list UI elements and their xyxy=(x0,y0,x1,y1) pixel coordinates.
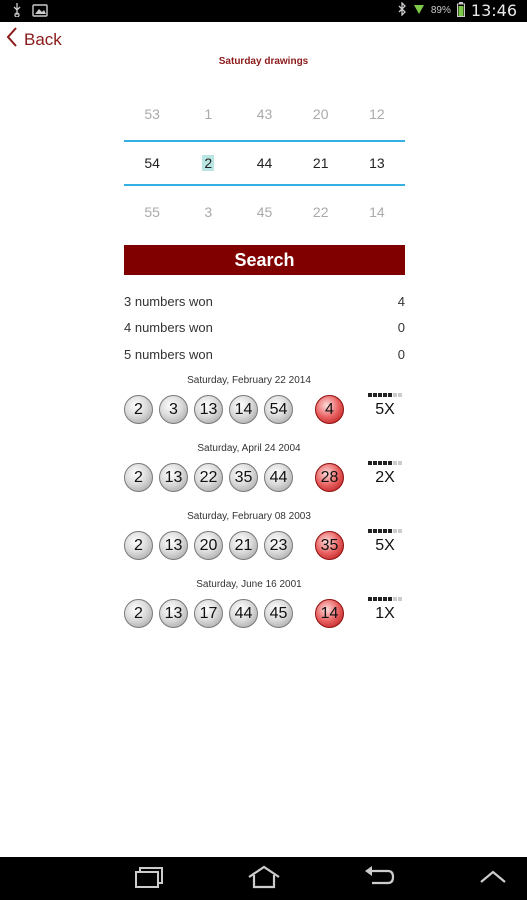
multiplier-value: 5X xyxy=(375,401,395,418)
bluetooth-icon xyxy=(398,2,407,19)
picker-selected-value[interactable]: 21 xyxy=(312,155,329,171)
picker-selected-value[interactable]: 54 xyxy=(144,155,160,171)
ball: 17 xyxy=(194,599,223,628)
draw-date: Saturday, February 08 2003 xyxy=(187,511,311,522)
recent-apps-icon[interactable] xyxy=(133,865,167,894)
ball: 23 xyxy=(264,531,293,560)
multiplier xyxy=(364,393,406,419)
battery-percent: 89% xyxy=(430,5,451,16)
navigation-bar xyxy=(0,857,527,900)
powerball: 28 xyxy=(315,463,344,492)
stat-row xyxy=(124,288,405,315)
picker-row-above xyxy=(124,88,405,140)
powerball: 14 xyxy=(315,599,344,628)
ball: 14 xyxy=(229,395,258,424)
ball: 45 xyxy=(264,599,293,628)
powerball: 35 xyxy=(315,531,344,560)
back-button[interactable] xyxy=(6,26,62,53)
draw-date: Saturday, June 16 2001 xyxy=(196,579,302,590)
ball: 2 xyxy=(124,531,153,560)
multiplier xyxy=(364,597,406,623)
ball: 3 xyxy=(159,395,188,424)
picker-row-below xyxy=(124,186,405,238)
back-label: Back xyxy=(24,29,62,49)
stat-label: 4 numbers won xyxy=(124,320,213,336)
ball: 2 xyxy=(124,395,153,424)
wifi-icon xyxy=(413,2,425,19)
multiplier-level-icon xyxy=(364,393,406,397)
ball: 2 xyxy=(124,463,153,492)
picker-value[interactable]: 20 xyxy=(312,106,329,122)
list-item[interactable] xyxy=(124,373,405,441)
image-icon xyxy=(32,3,48,22)
picker-focused-value[interactable]: 2 xyxy=(204,155,213,171)
multiplier-level-icon xyxy=(364,529,406,533)
picker-value[interactable]: 45 xyxy=(256,204,273,220)
ball: 54 xyxy=(264,395,293,424)
picker-value[interactable]: 53 xyxy=(144,106,160,122)
multiplier-level-icon xyxy=(364,461,406,465)
list-item[interactable] xyxy=(124,577,405,645)
picker-value[interactable]: 43 xyxy=(256,106,273,122)
back-nav-icon[interactable] xyxy=(362,865,396,894)
stat-value: 0 xyxy=(397,346,405,362)
ball: 13 xyxy=(159,531,188,560)
chevron-left-icon xyxy=(6,26,18,53)
ball: 13 xyxy=(159,463,188,492)
stat-value: 4 xyxy=(397,293,405,309)
results-list xyxy=(124,373,405,645)
draw-date: Saturday, April 24 2004 xyxy=(197,443,301,454)
usb-icon xyxy=(12,3,22,22)
ball: 44 xyxy=(264,463,293,492)
ball: 13 xyxy=(159,599,188,628)
picker-value[interactable]: 22 xyxy=(312,204,329,220)
picker-value[interactable]: 55 xyxy=(144,204,160,220)
picker-row-selected xyxy=(124,140,405,186)
ball: 21 xyxy=(229,531,258,560)
ball: 13 xyxy=(194,395,223,424)
stat-label: 5 numbers won xyxy=(124,346,213,362)
list-item[interactable] xyxy=(124,441,405,509)
multiplier xyxy=(364,529,406,555)
ball: 20 xyxy=(194,531,223,560)
multiplier-level-icon xyxy=(364,597,406,601)
stat-value: 0 xyxy=(397,320,405,336)
clock: 13:46 xyxy=(470,1,517,20)
picker-value[interactable]: 1 xyxy=(204,106,213,122)
page-title: Saturday drawings xyxy=(218,56,309,67)
stat-row xyxy=(124,315,405,342)
ball-row xyxy=(124,599,299,628)
picker-value[interactable]: 14 xyxy=(369,204,385,220)
ball-row xyxy=(124,395,299,424)
picker-value[interactable]: 12 xyxy=(369,106,385,122)
ball: 35 xyxy=(229,463,258,492)
chevron-up-icon[interactable] xyxy=(478,869,508,890)
multiplier-value: 5X xyxy=(375,537,395,554)
ball: 22 xyxy=(194,463,223,492)
number-picker[interactable] xyxy=(124,88,405,238)
stat-row xyxy=(124,341,405,368)
ball-row xyxy=(124,531,299,560)
stat-label: 3 numbers won xyxy=(124,293,213,309)
powerball: 4 xyxy=(315,395,344,424)
battery-icon xyxy=(457,2,465,20)
picker-selected-value[interactable] xyxy=(180,155,236,171)
status-bar xyxy=(0,0,527,22)
multiplier-value: 2X xyxy=(375,469,395,486)
picker-value[interactable]: 3 xyxy=(204,204,213,220)
win-stats xyxy=(124,288,405,368)
search-button[interactable]: Search xyxy=(124,245,405,275)
list-item[interactable] xyxy=(124,509,405,577)
picker-selected-value[interactable]: 13 xyxy=(369,155,385,171)
ball: 2 xyxy=(124,599,153,628)
ball: 44 xyxy=(229,599,258,628)
multiplier-value: 1X xyxy=(375,605,395,622)
draw-date: Saturday, February 22 2014 xyxy=(187,375,311,386)
home-icon[interactable] xyxy=(246,865,282,894)
multiplier xyxy=(364,461,406,487)
picker-selected-value[interactable]: 44 xyxy=(256,155,273,171)
ball-row xyxy=(124,463,299,492)
